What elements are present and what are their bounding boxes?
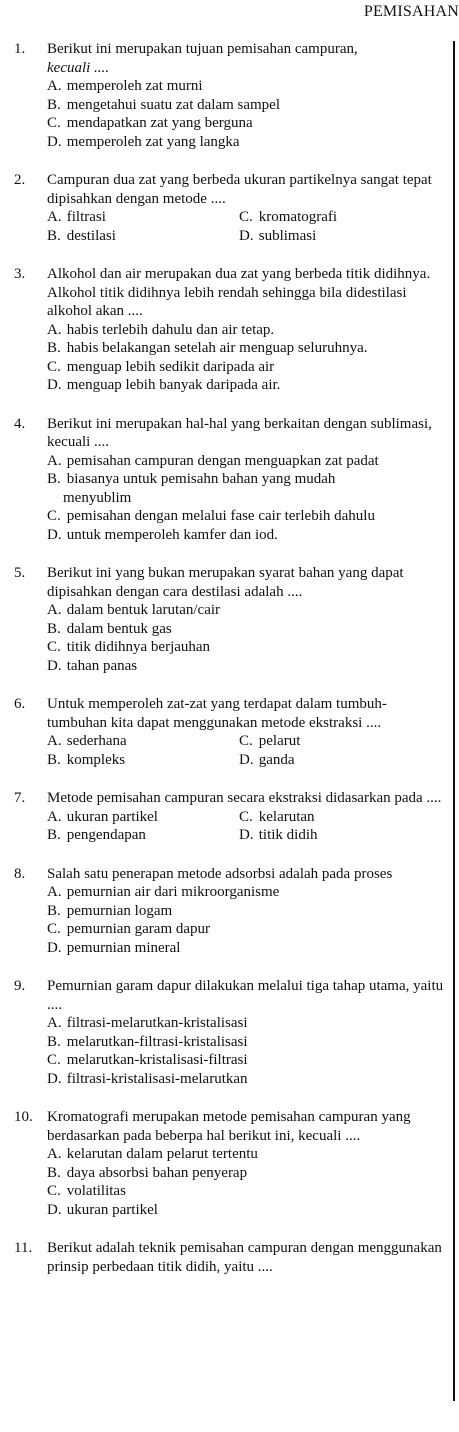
- question-stem: Berikut ini yang bukan merupakan syarat bahan yang dapat dipisahkan dengan cara destilasi adalah ....: [47, 565, 404, 600]
- option-a: A. dalam bentuk larutan/cair: [47, 602, 221, 618]
- question-stem: Salah satu penerapan metode adsorbsi adalah pada proses: [47, 865, 393, 882]
- option-c: C. kromatografi: [239, 209, 338, 225]
- question-5: [14, 564, 452, 675]
- question-number: 6.: [14, 696, 26, 712]
- option-a: A. pemurnian air dari mikroorganisme: [47, 884, 280, 900]
- question-9: [14, 977, 452, 1088]
- question-number: 11.: [14, 1240, 33, 1256]
- question-stem: Campuran dua zat yang berbeda ukuran partikelnya sangat tepat dipisahkan dengan metode ....: [47, 172, 432, 207]
- option-d: D. sublimasi: [239, 227, 317, 244]
- option-d: D. ukuran partikel: [47, 1201, 158, 1218]
- option-d: D. pemurnian mineral: [47, 939, 181, 956]
- option-list: [14, 321, 452, 395]
- option-a: A. sederhana: [47, 733, 127, 749]
- option-a: A. kelarutan dalam pelarut tertentu: [47, 1146, 258, 1162]
- option-a: A. memperoleh zat murni: [47, 78, 203, 94]
- option-c: C. pelarut: [239, 733, 301, 749]
- question-number: 2.: [14, 172, 26, 188]
- option-a: A. ukuran partikel: [47, 808, 158, 825]
- option-d: D. untuk memperoleh kamfer dan iod.: [47, 526, 278, 543]
- question-number: 8.: [14, 865, 26, 882]
- option-d: D. memperoleh zat yang langka: [47, 133, 240, 150]
- question-stem: Metode pemisahan campuran secara ekstraksi didasarkan pada ....: [47, 790, 442, 806]
- option-d: D. menguap lebih banyak daripada air.: [47, 377, 281, 393]
- option-list: [14, 77, 452, 151]
- question-stem: Berikut ini merupakan hal-hal yang berkaitan dengan sublimasi, kecuali ....: [47, 415, 432, 450]
- option-a: A. pemisahan campuran dengan menguapkan zat padat: [47, 452, 379, 469]
- option-b: B. melarutkan-filtrasi-kristalisasi: [47, 1033, 248, 1050]
- question-4: [14, 415, 452, 545]
- option-a: A. filtrasi-melarutkan-kristalisasi: [47, 1015, 248, 1031]
- option-c: C. menguap lebih sedikit daripada air: [47, 358, 275, 375]
- option-d: D. tahan panas: [47, 657, 138, 674]
- question-stem: Kromatografi merupakan metode pemisahan campuran yang berdasarkan pada beberpa hal berikut ini, kecuali ....: [47, 1109, 411, 1144]
- question-number: 9.: [14, 978, 26, 994]
- option-list: [14, 601, 452, 675]
- page-header-title: PEMISAHAN: [363, 3, 459, 20]
- question-10: [14, 1108, 452, 1219]
- option-b: B. kompleks: [47, 751, 126, 768]
- option-grid: [14, 808, 452, 845]
- question-11: [14, 1239, 452, 1276]
- question-stem: Untuk memperoleh zat-zat yang terdapat dalam tumbuh- tumbuhan kita dapat menggunakan metode ekstraksi ....: [47, 696, 387, 731]
- question-6: [14, 695, 452, 769]
- option-b: B. daya absorbsi bahan penyerap: [47, 1164, 248, 1181]
- option-c: C. volatilitas: [47, 1183, 126, 1199]
- option-b: B. pemurnian logam: [47, 902, 173, 919]
- option-b: B. biasanya untuk pemisahn bahan yang mudah menyublim: [47, 470, 452, 507]
- question-1: [14, 40, 452, 151]
- option-c: C. mendapatkan zat yang berguna: [47, 115, 253, 131]
- option-d: D. filtrasi-kristalisasi-melarutkan: [47, 1070, 248, 1087]
- question-number: 10.: [14, 1109, 33, 1125]
- option-a: A. habis terlebih dahulu dan air tetap.: [47, 321, 275, 338]
- option-a: A. filtrasi: [47, 209, 106, 225]
- question-number: 5.: [14, 565, 26, 581]
- option-d: D. titik didih: [239, 827, 318, 843]
- question-7: [14, 789, 452, 845]
- option-c: C. kelarutan: [239, 808, 315, 825]
- margin-rule: [453, 41, 455, 1401]
- option-c: C. titik didihnya berjauhan: [47, 639, 211, 655]
- option-continuation: menyublim: [63, 489, 132, 506]
- option-list: [14, 1145, 452, 1219]
- option-grid: [14, 732, 452, 769]
- question-stem: Berikut adalah teknik pemisahan campuran dengan menggunakan prinsip perbedaan titik didih, yaitu ....: [47, 1240, 442, 1275]
- option-b: B. habis belakangan setelah air menguap seluruhnya.: [47, 340, 368, 356]
- option-list: [14, 452, 452, 545]
- option-grid: [14, 208, 452, 245]
- option-b: B. pengendapan: [47, 827, 146, 843]
- option-b: B. mengetahui suatu zat dalam sampel: [47, 96, 281, 113]
- question-2: [14, 171, 452, 245]
- question-number: 4.: [14, 415, 26, 432]
- question-number: 1.: [14, 41, 26, 57]
- question-list: [14, 40, 452, 1296]
- option-c: C. pemisahan dengan melalui fase cair terlebih dahulu: [47, 508, 375, 524]
- option-b: B. destilasi: [47, 227, 116, 244]
- option-c: C. melarutkan-kristalisasi-filtrasi: [47, 1052, 248, 1068]
- question-stem: Berikut ini merupakan tujuan pemisahan campuran, kecuali ....: [47, 41, 358, 76]
- question-3: [14, 265, 452, 395]
- question-stem: Pemurnian garam dapur dilakukan melalui tiga tahap utama, yaitu ....: [47, 978, 444, 1013]
- question-number: 7.: [14, 790, 26, 806]
- option-b: B. dalam bentuk gas: [47, 620, 172, 637]
- option-list: [14, 1014, 452, 1088]
- option-list: [14, 883, 452, 957]
- question-8: [14, 865, 452, 958]
- option-c: C. pemurnian garam dapur: [47, 921, 211, 937]
- option-d: D. ganda: [239, 751, 295, 768]
- question-number: 3.: [14, 266, 26, 282]
- question-stem: Alkohol dan air merupakan dua zat yang berbeda titik didihnya. Alkohol titik didihnya lebih rendah sehingga bila didestilasi alkohol akan ....: [47, 266, 431, 319]
- stem-emphasis: kecuali ....: [47, 59, 110, 76]
